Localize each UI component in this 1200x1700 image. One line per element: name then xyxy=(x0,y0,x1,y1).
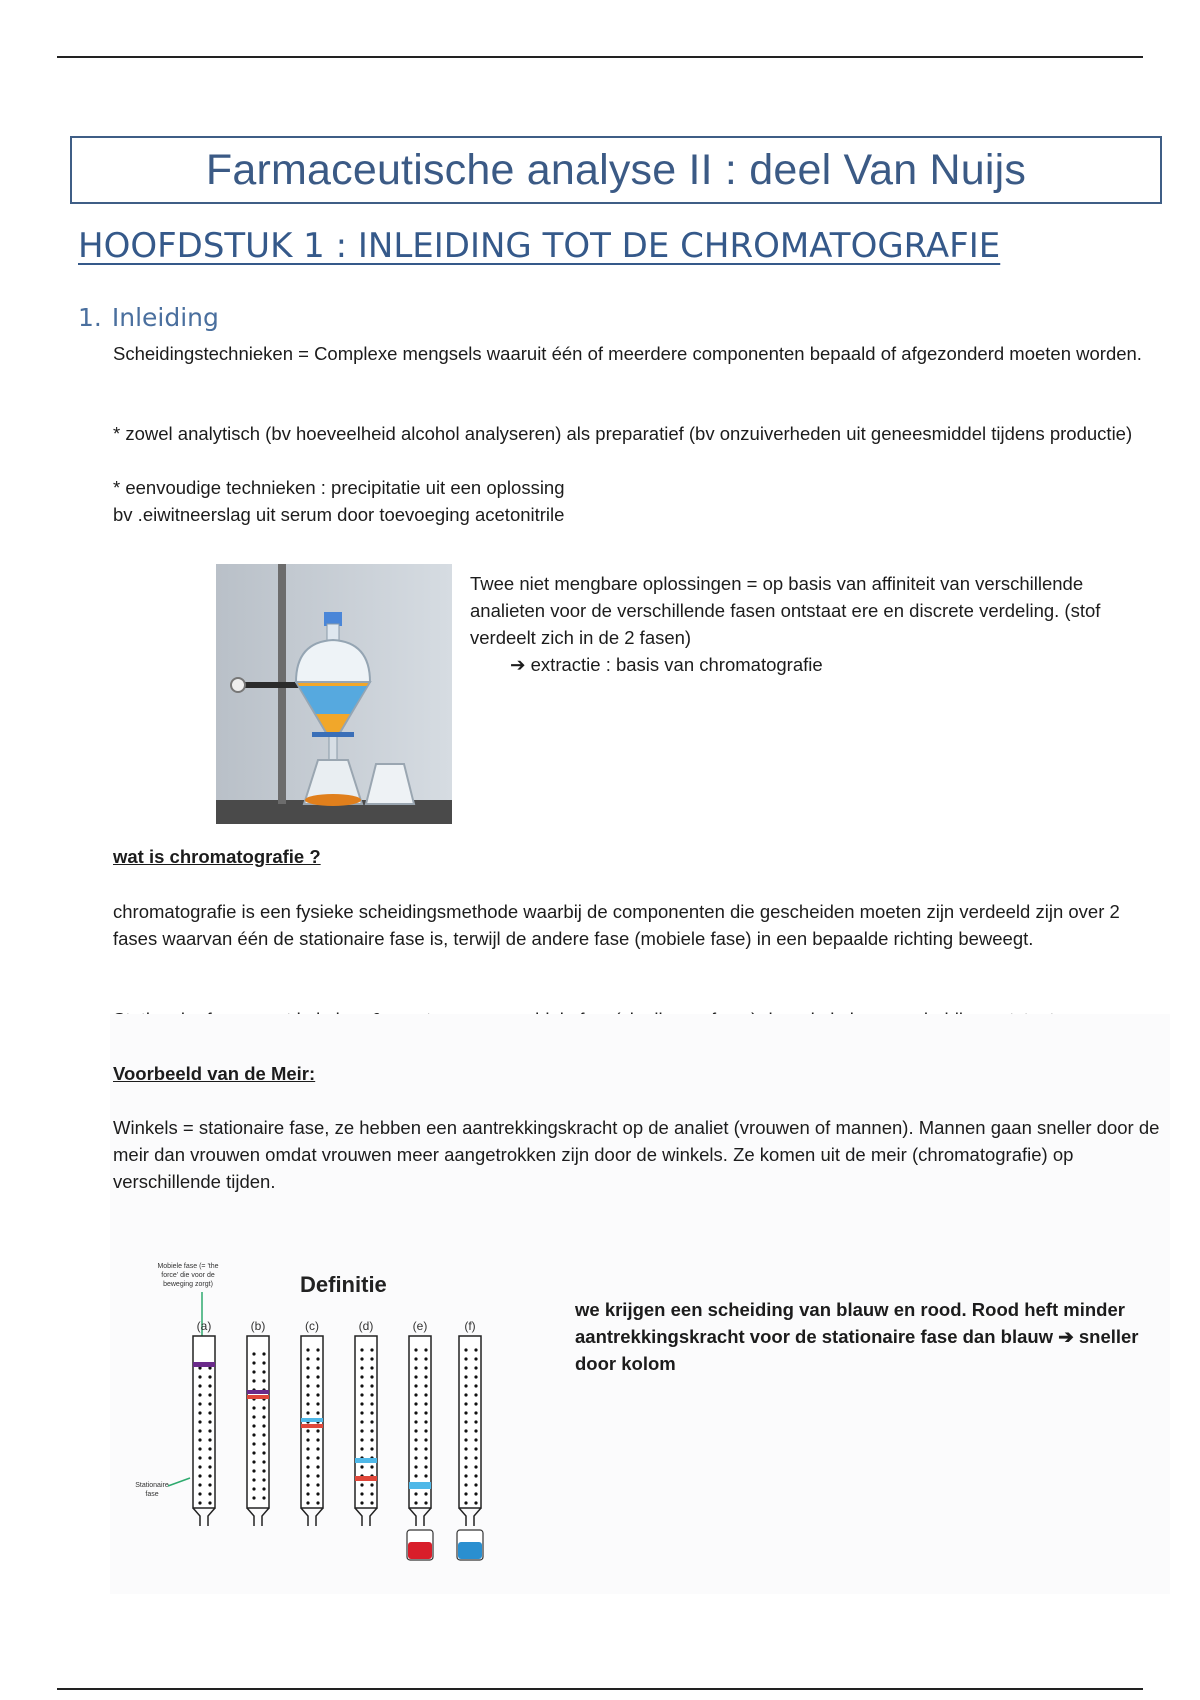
stationary-particle xyxy=(316,1474,319,1477)
stationary-particle xyxy=(262,1424,265,1427)
stationary-particle xyxy=(464,1438,467,1441)
analyte-band xyxy=(247,1395,269,1399)
stationary-particle xyxy=(198,1465,201,1468)
stationary-particle xyxy=(306,1474,309,1477)
stationary-particle xyxy=(306,1384,309,1387)
section-title: Inleiding xyxy=(111,303,219,332)
stationary-particle xyxy=(252,1451,255,1454)
stationary-particle xyxy=(370,1348,373,1351)
stationary-phase-arrow xyxy=(168,1478,190,1486)
top-rule xyxy=(57,56,1143,58)
stationary-particle xyxy=(208,1474,211,1477)
extraction-text: Twee niet mengbare oplossingen = op basis van affiniteit van verschillende analieten voor de verschillende fasen ontstaat ere en discrete verdeling. (stof verdeelt zich in de 2 fasen) xyxy=(470,573,1101,648)
stationary-particle xyxy=(464,1402,467,1405)
stationary-particle xyxy=(198,1492,201,1495)
column-label: (d) xyxy=(358,1319,374,1333)
stationary-particle xyxy=(474,1348,477,1351)
paragraph-scheidingstechnieken: Scheidingstechnieken = Complexe mengsels waaruit één of meerdere componenten bepaald of afgezonderd moeten worden. xyxy=(113,343,1142,364)
stationary-particle xyxy=(208,1420,211,1423)
stationary-particle xyxy=(414,1447,417,1450)
stationary-particle xyxy=(424,1429,427,1432)
example-heading: Voorbeeld van de Meir: xyxy=(113,1063,316,1084)
stationary-particle xyxy=(252,1352,255,1355)
stationary-particle xyxy=(424,1492,427,1495)
stationary-particle xyxy=(208,1402,211,1405)
stationary-particle xyxy=(414,1411,417,1414)
stationary-particle xyxy=(198,1456,201,1459)
stationary-particle xyxy=(414,1402,417,1405)
stationary-particle xyxy=(474,1474,477,1477)
stationary-particle xyxy=(464,1447,467,1450)
stationary-particle xyxy=(414,1348,417,1351)
stationary-particle xyxy=(474,1456,477,1459)
stationary-particle xyxy=(360,1402,363,1405)
stationary-particle xyxy=(424,1402,427,1405)
stationary-particle xyxy=(198,1429,201,1432)
stationary-particle xyxy=(252,1469,255,1472)
stationary-particle xyxy=(262,1379,265,1382)
stationary-particle xyxy=(474,1384,477,1387)
stationary-particle xyxy=(262,1496,265,1499)
stationary-particle xyxy=(464,1474,467,1477)
stationary-particle xyxy=(262,1469,265,1472)
stationary-particle xyxy=(306,1438,309,1441)
example-paragraph: Winkels = stationaire fase, ze hebben een aantrekkingskracht op de analiet (vrouwen of mannen). Mannen gaan sneller door de meir dan vrouwen omdat vrouwen meer aangetrokken zijn door de winkels. Ze komen uit de meir (chromatografie) op verschillende tijden. xyxy=(113,1117,1160,1192)
section-number: 1. xyxy=(78,303,102,332)
stationary-particle xyxy=(370,1483,373,1486)
stationary-particle xyxy=(414,1366,417,1369)
stationary-particle xyxy=(252,1487,255,1490)
stationary-particle xyxy=(424,1411,427,1414)
stationary-particle xyxy=(316,1429,319,1432)
stationary-particle xyxy=(198,1411,201,1414)
mobile-phase-label-line-1: Mobiele fase (= 'the xyxy=(157,1263,219,1270)
diagram-title: Definitie xyxy=(300,1272,387,1297)
stationary-particle xyxy=(360,1501,363,1504)
stationary-particle xyxy=(208,1375,211,1378)
stationary-particle xyxy=(370,1384,373,1387)
title-box xyxy=(70,136,1162,204)
extraction-arrow-text: ➔ extractie : basis van chromatografie xyxy=(510,654,823,675)
stationary-particle xyxy=(316,1492,319,1495)
stationary-particle xyxy=(208,1384,211,1387)
stationary-particle xyxy=(306,1456,309,1459)
stationary-particle xyxy=(424,1465,427,1468)
stationary-particle xyxy=(198,1420,201,1423)
stationary-particle xyxy=(424,1375,427,1378)
stationary-particle xyxy=(414,1429,417,1432)
stationary-particle xyxy=(252,1370,255,1373)
analyte-band xyxy=(355,1476,377,1481)
stationary-particle xyxy=(360,1411,363,1414)
stationary-particle xyxy=(370,1357,373,1360)
stationary-particle xyxy=(464,1348,467,1351)
stationary-particle xyxy=(316,1384,319,1387)
stationary-particle xyxy=(370,1438,373,1441)
stationary-particle xyxy=(464,1429,467,1432)
analyte-band xyxy=(355,1458,377,1463)
stationary-particle xyxy=(262,1460,265,1463)
section-heading xyxy=(78,303,219,332)
stationary-particle xyxy=(474,1411,477,1414)
stationary-phase-label-line-2: fase xyxy=(145,1491,159,1498)
stationary-particle xyxy=(262,1370,265,1373)
stationary-particle xyxy=(252,1406,255,1409)
stationary-particle xyxy=(424,1447,427,1450)
stationary-particle xyxy=(360,1483,363,1486)
stationary-particle xyxy=(316,1501,319,1504)
columns-group xyxy=(193,1319,483,1560)
stationary-particle xyxy=(198,1474,201,1477)
stationary-particle xyxy=(360,1492,363,1495)
stationary-particle xyxy=(306,1402,309,1405)
stationary-particle xyxy=(198,1384,201,1387)
stationary-particle xyxy=(424,1501,427,1504)
stationary-particle xyxy=(316,1402,319,1405)
stationary-particle xyxy=(262,1487,265,1490)
stationary-particle xyxy=(262,1415,265,1418)
stationary-particle xyxy=(414,1393,417,1396)
stationary-particle xyxy=(424,1384,427,1387)
stationary-particle xyxy=(306,1447,309,1450)
column-label: (f) xyxy=(464,1319,476,1333)
stationary-particle xyxy=(464,1366,467,1369)
stationary-particle xyxy=(208,1465,211,1468)
stationary-particle xyxy=(198,1375,201,1378)
stationary-particle xyxy=(414,1375,417,1378)
stationary-particle xyxy=(360,1375,363,1378)
stationary-particle xyxy=(252,1460,255,1463)
stationary-particle xyxy=(198,1393,201,1396)
stationary-particle xyxy=(370,1411,373,1414)
stationary-particle xyxy=(414,1456,417,1459)
stationary-particle xyxy=(474,1366,477,1369)
mobile-phase-label-line-3: beweging zorgt) xyxy=(163,1281,213,1288)
stationary-particle xyxy=(208,1429,211,1432)
stationary-particle xyxy=(424,1420,427,1423)
column-outlet xyxy=(247,1508,269,1526)
stationary-particle xyxy=(252,1415,255,1418)
stationary-particle xyxy=(360,1357,363,1360)
stationary-particle xyxy=(306,1429,309,1432)
stationary-particle xyxy=(424,1438,427,1441)
column-label: (b) xyxy=(250,1319,266,1333)
stationary-particle xyxy=(370,1375,373,1378)
stationary-particle xyxy=(464,1393,467,1396)
separatory-funnel-photo xyxy=(216,564,452,824)
stationary-particle xyxy=(198,1501,201,1504)
stationary-particle xyxy=(474,1501,477,1504)
collected-fraction xyxy=(408,1542,432,1559)
stationary-particle xyxy=(306,1375,309,1378)
stationary-particle xyxy=(252,1424,255,1427)
stationary-particle xyxy=(360,1384,363,1387)
stationary-particle xyxy=(306,1348,309,1351)
stationary-particle xyxy=(464,1465,467,1468)
paragraph-eenvoudige: * eenvoudige technieken : precipitatie uit een oplossing xyxy=(113,477,565,498)
stationary-particle xyxy=(360,1366,363,1369)
stationary-particle xyxy=(414,1384,417,1387)
stationary-particle xyxy=(474,1447,477,1450)
stationary-particle xyxy=(208,1411,211,1414)
stationary-particle xyxy=(464,1357,467,1360)
definition-paragraph: chromatografie is een fysieke scheidingsmethode waarbij de componenten die gescheiden moeten zijn verdeeld zijn over 2 fases waarvan één de stationaire fase is, terwijl de andere fase (mobiele fase) in een bepaalde richting beweegt. xyxy=(113,901,1120,949)
stationary-particle xyxy=(474,1402,477,1405)
column-outlet xyxy=(193,1508,215,1526)
stationary-particle xyxy=(252,1442,255,1445)
stationary-particle xyxy=(464,1492,467,1495)
column-outlet xyxy=(459,1508,481,1526)
collected-fraction xyxy=(458,1542,482,1559)
stationary-particle xyxy=(208,1456,211,1459)
stationary-particle xyxy=(370,1402,373,1405)
stationary-particle xyxy=(316,1393,319,1396)
paragraph-eiwitneerslag: bv .eiwitneerslag uit serum door toevoeging acetonitrile xyxy=(113,504,565,525)
stationary-particle xyxy=(414,1420,417,1423)
bottom-rule xyxy=(57,1688,1143,1690)
stationary-particle xyxy=(474,1357,477,1360)
stationary-particle xyxy=(370,1492,373,1495)
stationary-particle xyxy=(474,1465,477,1468)
stationary-particle xyxy=(360,1429,363,1432)
column-tube xyxy=(247,1336,269,1508)
stationary-particle xyxy=(198,1447,201,1450)
stationary-particle xyxy=(306,1465,309,1468)
stationary-particle xyxy=(360,1420,363,1423)
stationary-particle xyxy=(316,1366,319,1369)
stationary-particle xyxy=(474,1483,477,1486)
column-outlet xyxy=(301,1508,323,1526)
stationary-particle xyxy=(252,1361,255,1364)
stationary-particle xyxy=(208,1483,211,1486)
stationary-particle xyxy=(306,1411,309,1414)
stationary-particle xyxy=(370,1393,373,1396)
stationary-particle xyxy=(424,1393,427,1396)
stationary-particle xyxy=(360,1393,363,1396)
stationary-particle xyxy=(414,1357,417,1360)
stationary-particle xyxy=(370,1429,373,1432)
stationary-particle xyxy=(316,1411,319,1414)
document-title: Farmaceutische analyse II : deel Van Nuijs xyxy=(205,145,1027,194)
stationary-particle xyxy=(360,1465,363,1468)
stationary-particle xyxy=(252,1433,255,1436)
stationary-particle xyxy=(262,1451,265,1454)
stationary-particle xyxy=(252,1379,255,1382)
stationary-particle xyxy=(414,1465,417,1468)
stationary-particle xyxy=(252,1478,255,1481)
column-tube xyxy=(355,1336,377,1508)
stationary-particle xyxy=(370,1447,373,1450)
stationary-particle xyxy=(360,1447,363,1450)
stationary-particle xyxy=(370,1420,373,1423)
stationary-particle xyxy=(306,1357,309,1360)
analyte-band xyxy=(301,1424,323,1428)
stationary-particle xyxy=(306,1366,309,1369)
stationary-particle xyxy=(370,1501,373,1504)
column-outlet xyxy=(355,1508,377,1526)
stationary-particle xyxy=(306,1483,309,1486)
column-tube xyxy=(459,1336,481,1508)
stationary-particle xyxy=(474,1438,477,1441)
column-label: (e) xyxy=(412,1319,428,1333)
stationary-particle xyxy=(474,1393,477,1396)
chapter-heading: HOOFDSTUK 1 : INLEIDING TOT DE CHROMATOGRAFIE xyxy=(78,226,1001,266)
what-is-chromatography-heading: wat is chromatografie ? xyxy=(113,846,321,867)
stationary-particle xyxy=(474,1492,477,1495)
stationary-particle xyxy=(464,1384,467,1387)
stationary-particle xyxy=(262,1433,265,1436)
stationary-particle xyxy=(464,1483,467,1486)
stationary-particle xyxy=(474,1375,477,1378)
stationary-particle xyxy=(252,1496,255,1499)
stationary-particle xyxy=(306,1393,309,1396)
stationary-particle xyxy=(262,1361,265,1364)
stationary-particle xyxy=(316,1375,319,1378)
stationary-particle xyxy=(414,1438,417,1441)
column-outlet xyxy=(409,1508,431,1526)
column-tube xyxy=(193,1336,215,1508)
diagram-caption: we krijgen een scheiding van blauw en rood. Rood heft minder aantrekkingskracht voor de stationaire fase dan blauw ➔ sneller door kolom xyxy=(575,1299,1139,1374)
stationary-particle xyxy=(360,1348,363,1351)
stationary-particle xyxy=(198,1402,201,1405)
stationary-particle xyxy=(424,1348,427,1351)
column-label: (c) xyxy=(305,1319,319,1333)
stationary-particle xyxy=(262,1442,265,1445)
stationary-particle xyxy=(424,1357,427,1360)
stationary-particle xyxy=(316,1357,319,1360)
stationary-particle xyxy=(414,1501,417,1504)
stationary-particle xyxy=(316,1447,319,1450)
stationary-particle xyxy=(208,1393,211,1396)
paragraph-analytisch: * zowel analytisch (bv hoeveelheid alcohol analyseren) als preparatief (bv onzuiverheden uit geneesmiddel tijdens productie) xyxy=(113,423,1133,444)
chromatography-diagram xyxy=(118,1250,518,1570)
column-label: (a) xyxy=(196,1319,212,1333)
stationary-particle xyxy=(316,1456,319,1459)
stationary-particle xyxy=(414,1492,417,1495)
stationary-particle xyxy=(424,1456,427,1459)
stationary-particle xyxy=(316,1483,319,1486)
analyte-band xyxy=(193,1362,215,1367)
stationary-particle xyxy=(262,1406,265,1409)
stationary-particle xyxy=(424,1366,427,1369)
stationary-particle xyxy=(208,1447,211,1450)
stationary-particle xyxy=(464,1456,467,1459)
stationary-particle xyxy=(474,1420,477,1423)
stationary-particle xyxy=(464,1420,467,1423)
stationary-particle xyxy=(316,1438,319,1441)
stationary-particle xyxy=(198,1483,201,1486)
stationary-particle xyxy=(424,1474,427,1477)
stationary-particle xyxy=(306,1501,309,1504)
stationary-phase-label-line-1: Stationaire xyxy=(135,1482,169,1489)
analyte-band xyxy=(409,1482,431,1489)
stationary-particle xyxy=(262,1352,265,1355)
mobile-phase-label-line-2: force' die voor de xyxy=(161,1272,215,1279)
stationary-particle xyxy=(316,1348,319,1351)
stationary-particle xyxy=(474,1429,477,1432)
stationary-particle xyxy=(464,1501,467,1504)
stationary-particle xyxy=(316,1465,319,1468)
stationary-particle xyxy=(464,1411,467,1414)
stationary-particle xyxy=(414,1474,417,1477)
stationary-particle xyxy=(208,1438,211,1441)
stationary-particle xyxy=(370,1366,373,1369)
stationary-particle xyxy=(464,1375,467,1378)
stationary-particle xyxy=(306,1492,309,1495)
analyte-band xyxy=(247,1390,269,1394)
stationary-particle xyxy=(360,1438,363,1441)
stationary-particle xyxy=(198,1438,201,1441)
analyte-band xyxy=(301,1418,323,1422)
stationary-particle xyxy=(262,1478,265,1481)
stationary-particle xyxy=(370,1465,373,1468)
stationary-particle xyxy=(208,1492,211,1495)
stationary-particle xyxy=(208,1501,211,1504)
